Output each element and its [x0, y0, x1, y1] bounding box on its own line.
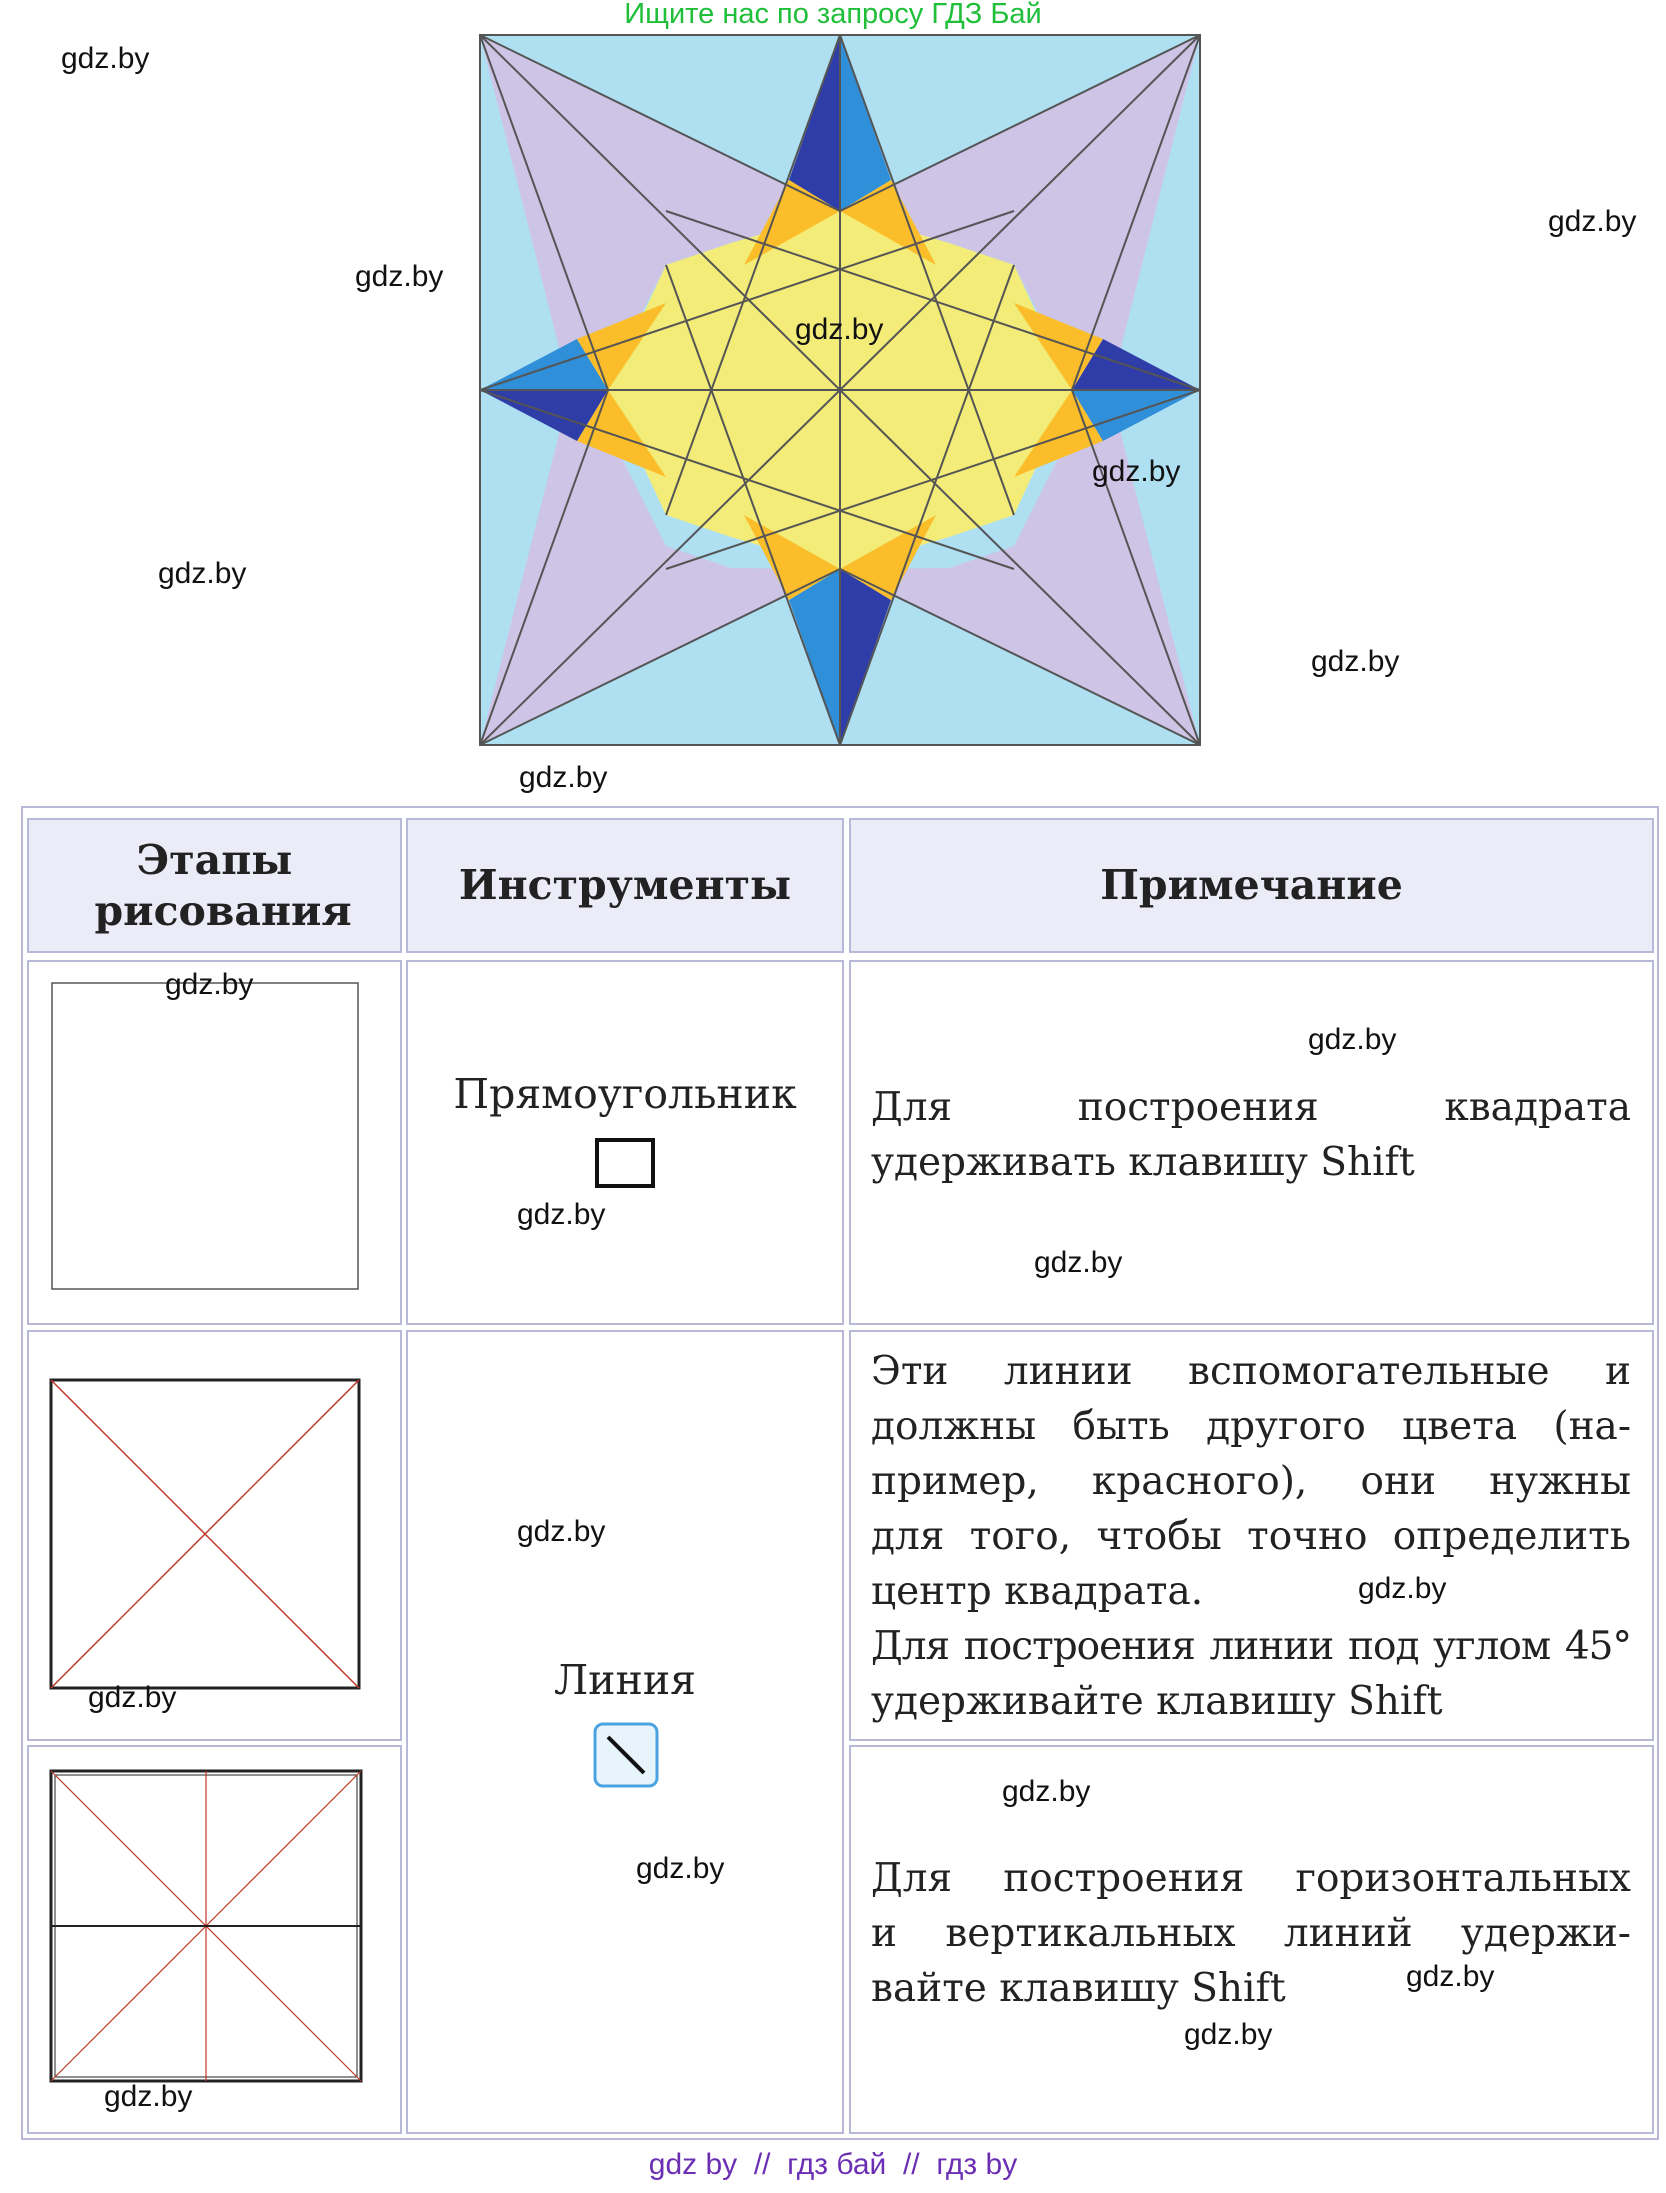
note-2-line: должны быть другого цвета (на-: [871, 1404, 1631, 1449]
note-3-line: вайте клавишу Shift: [871, 1966, 1286, 2011]
rectangle-icon: [594, 1137, 656, 1191]
watermark: gdz.by: [1034, 1246, 1123, 1279]
note-2b-line: удерживайте клавишу Shift: [871, 1679, 1443, 1724]
watermark: gdz.by: [1002, 1775, 1091, 1808]
note-3-line: и вертикальных линий удержи-: [871, 1911, 1631, 1956]
footer-links: gdz by // гдз бай // гдз by: [648, 2148, 1018, 2181]
tool-cell-1: [406, 960, 844, 1325]
header-note-label: Примечание: [1100, 861, 1403, 909]
watermark: gdz.by: [519, 761, 608, 794]
watermark: gdz.by: [165, 968, 254, 1001]
note-cell-1: [849, 960, 1654, 1325]
watermark: gdz.by: [355, 260, 444, 293]
note-cell-3: [849, 1745, 1654, 2134]
watermark: gdz.by: [517, 1198, 606, 1231]
watermark: gdz.by: [88, 1681, 177, 1714]
stage-2-square-diagonals: [49, 1378, 363, 1692]
watermark: gdz.by: [61, 42, 150, 75]
tool-label-rectangle: Прямоугольник: [453, 1070, 797, 1118]
watermark: gdz.by: [104, 2080, 193, 2113]
stage-cell-2: [27, 1330, 402, 1741]
tool-cell-2: [406, 1330, 844, 2134]
watermark: gdz.by: [1184, 2018, 1273, 2051]
watermark: gdz.by: [1308, 1023, 1397, 1056]
header-tools: [406, 818, 844, 953]
watermark: gdz.by: [1358, 1572, 1447, 1605]
stage-3-square-grid: [49, 1769, 365, 2085]
note-1: Для построения квадрата удерживать клавишу Shift: [871, 1085, 1631, 1185]
watermark: gdz.by: [158, 557, 247, 590]
watermark: gdz.by: [1548, 205, 1637, 238]
search-banner: Ищите нас по запросу ГДЗ Бай: [624, 0, 1042, 30]
note-3-block: [871, 1851, 1631, 2016]
note-cell-2: [849, 1330, 1654, 1741]
watermark: gdz.by: [795, 313, 884, 346]
note-2b-line: Для построения линии под углом 45°: [871, 1624, 1631, 1669]
note-2-line: центр квадрата.: [871, 1569, 1204, 1614]
note-2-line: для того, чтобы точно определить: [871, 1514, 1631, 1559]
header-stages: [27, 818, 402, 953]
note-2-line: Эти линии вспомогательные и: [871, 1349, 1631, 1394]
header-stages-label: Этапы рисования: [94, 835, 352, 935]
header-tools-label: Инструменты: [458, 861, 792, 909]
stage-cell-1: [27, 960, 402, 1325]
note-3-line: Для построения горизонтальных: [871, 1856, 1631, 1901]
watermark: gdz.by: [517, 1515, 606, 1548]
tool-label-line: Линия: [553, 1656, 697, 1704]
watermark: gdz.by: [1092, 455, 1181, 488]
watermark: gdz.by: [636, 1852, 725, 1885]
header-note: [849, 818, 1654, 953]
note-2-block: [871, 1344, 1631, 1729]
note-2-line: пример, красного), они нужны: [871, 1459, 1631, 1504]
star-figure: [476, 33, 1204, 747]
stage-cell-3: [27, 1745, 402, 2134]
watermark: gdz.by: [1406, 1960, 1495, 1993]
line-icon: [593, 1722, 659, 1788]
watermark: gdz.by: [1311, 645, 1400, 678]
stage-1-square: [51, 982, 361, 1292]
